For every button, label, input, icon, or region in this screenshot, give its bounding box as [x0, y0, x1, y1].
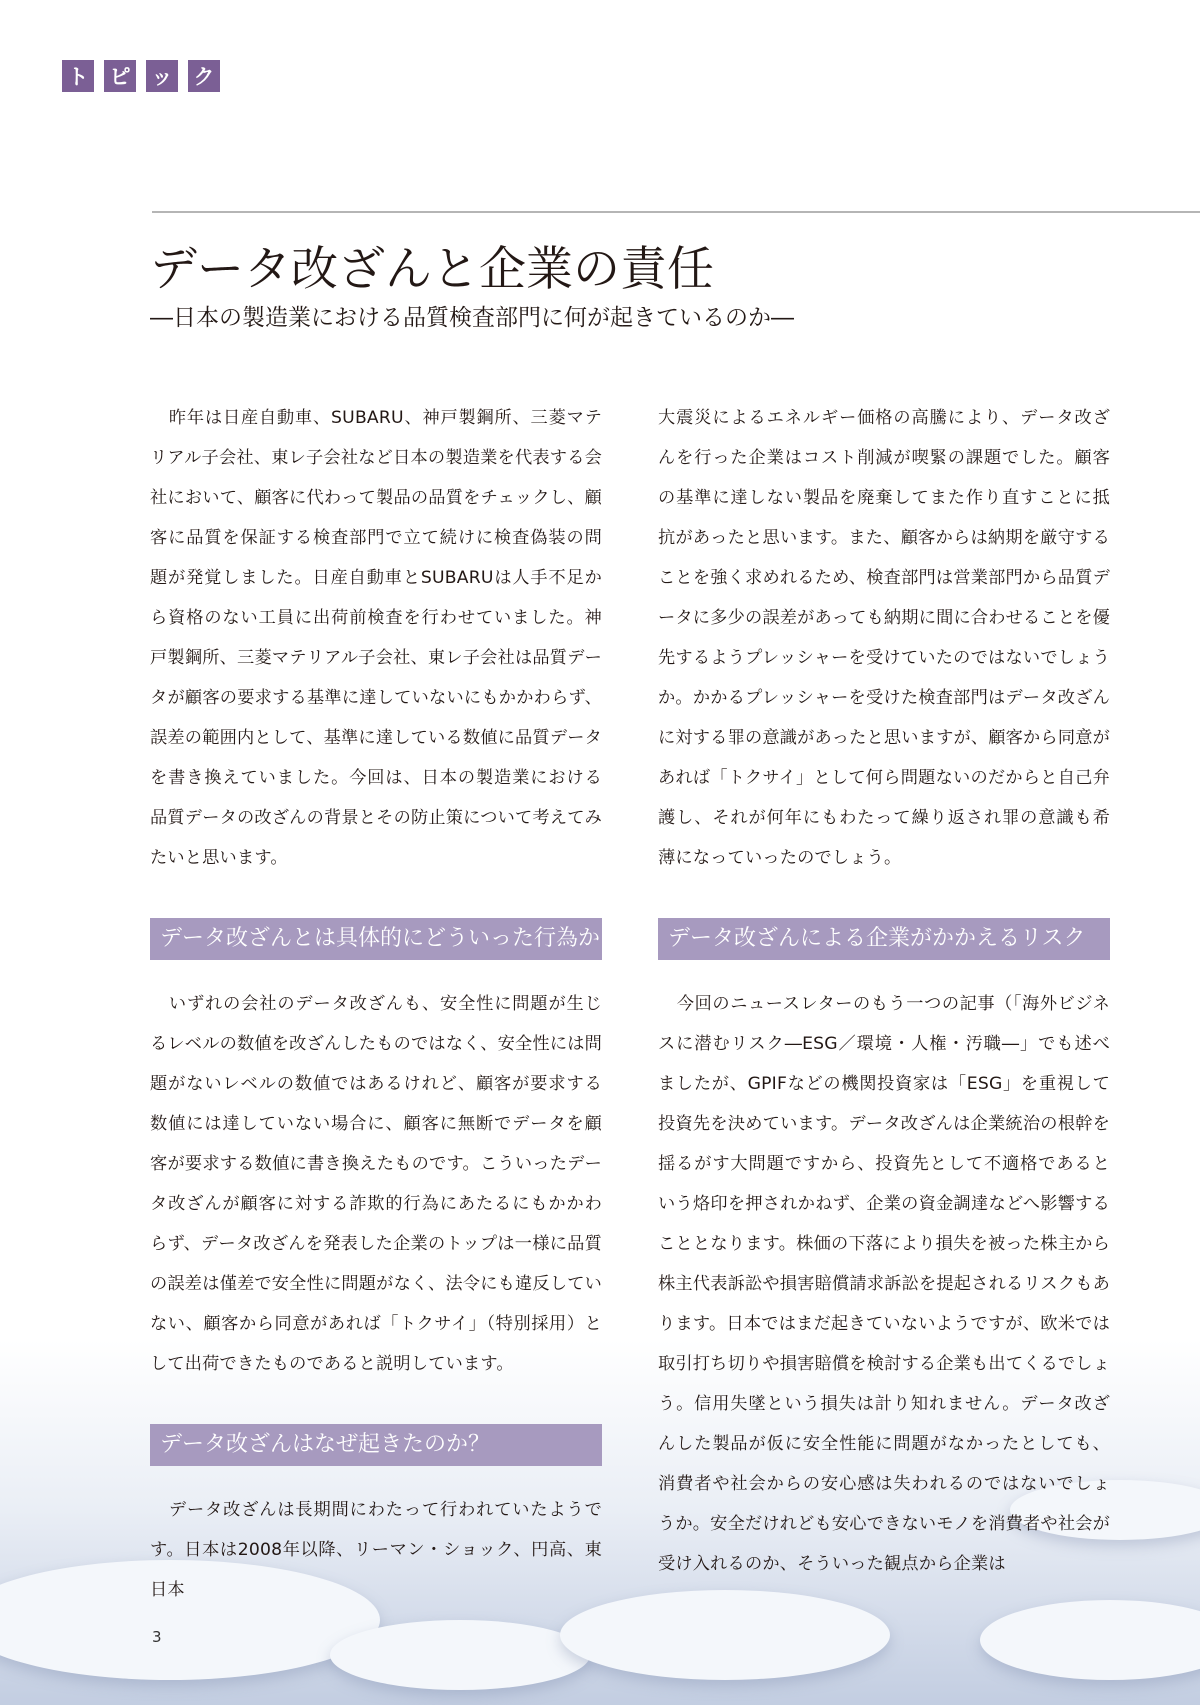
topic-char: ピ [104, 60, 136, 92]
section-paragraph: データ改ざんは長期間にわたって行われていたようです。日本は2008年以降、リーマン・ショック、円高、東日本 [150, 1500, 602, 1600]
section-heading-corporate-risk: データ改ざんによる企業がかかえるリスク [658, 918, 1110, 960]
intro-paragraph: 昨年は日産自動車、SUBARU、神戸製鋼所、三菱マテリアル子会社、東レ子会社など日本の製造業を代表する会社において、顧客に代わって製品の品質をチェックし、顧客に品質を保証する検査部門で立て続けに検査偽装の問題が発覚しました。日産自動車とSUBARUは人手不足から資格のない工員に出荷前検査を行わせていました。神戸製鋼所、三菱マテリアル子会社、東レ子会社は品質データが顧客の要求する基準に達していないにもかかわらず、誤差の範囲内として、基準に達している数値に品質データを書き換えていました。今回は、日本の製造業における品質データの改ざんの背景とその防止策について考えてみたいと思います。 [150, 408, 602, 868]
continuation-paragraph: 大震災によるエネルギー価格の高騰により、データ改ざんを行った企業はコスト削減が喫緊の課題でした。顧客の基準に達しない製品を廃棄してまた作り直すことに抵抗があったと思います。また、顧客からは納期を厳守することを強く求めれるため、検査部門は営業部門から品質データに多少の誤差があっても納期に間に合わせることを優先するようプレッシャーを受けていたのではないでしょうか。かかるプレッシャーを受けた検査部門はデータ改ざんに対する罪の意識があったと思いますが、顧客から同意があれば「トクサイ」として何ら問題ないのだからと自己弁護し、それが何年にもわたって繰り返され罪の意識も希薄になっていったのでしょう。 [658, 408, 1110, 868]
section-heading-why-it-happened: データ改ざんはなぜ起きたのか？ [150, 1424, 602, 1466]
left-column [150, 398, 602, 1610]
ice-floe-decoration [560, 1590, 890, 1680]
right-column [658, 398, 1110, 1584]
section-heading-what-is-data-tampering: データ改ざんとは具体的にどういった行為か [150, 918, 602, 960]
article-subtitle: ―日本の製造業における品質検査部門に何が起きているのか― [150, 305, 794, 331]
section-paragraph: いずれの会社のデータ改ざんも、安全性に問題が生じるレベルの数値を改ざんしたものではなく、安全性には問題がないレベルの数値ではあるけれど、顧客が要求する数値には達していない場合に、顧客に無断でデータを顧客が要求する数値に書き換えたものです。こういったデータ改ざんが顧客に対する詐欺的行為にあたるにもかかわらず、データ改ざんを発表した企業のトップは一様に品質の誤差は僅差で安全性に問題がなく、法令にも違反していない、顧客から同意があれば「トクサイ」（特別採用）として出荷できたものであると説明しています。 [150, 994, 602, 1374]
title-divider [152, 211, 1200, 213]
topic-char: ト [62, 60, 94, 92]
topic-char: ッ [146, 60, 178, 92]
article-title: データ改ざんと企業の責任 [150, 242, 714, 297]
topic-char: ク [188, 60, 220, 92]
topic-tag [62, 60, 220, 92]
page-number: 3 [152, 1628, 162, 1646]
ice-floe-decoration [330, 1620, 590, 1690]
section-paragraph: 今回のニュースレターのもう一つの記事（「海外ビジネスに潜むリスク―ESG／環境・人権・汚職―」でも述べましたが、GPIFなどの機関投資家は「ESG」を重視して投資先を決めています。データ改ざんは企業統治の根幹を揺るがす大問題ですから、投資先として不適格であるという烙印を押されかねず、企業の資金調達などへ影響することとなります。株価の下落により損失を被った株主から株主代表訴訟や損害賠償請求訴訟を提起されるリスクもあります。日本ではまだ起きていないようですが、欧米では取引打ち切りや損害賠償を検討する企業も出てくるでしょう。信用失墜という損失は計り知れません。データ改ざんした製品が仮に安全性能に問題がなかったとしても、消費者や社会からの安心感は失われるのではないでしょうか。安全だけれども安心できないモノを消費者や社会が受け入れるのか、そういった観点から企業は [658, 994, 1110, 1574]
